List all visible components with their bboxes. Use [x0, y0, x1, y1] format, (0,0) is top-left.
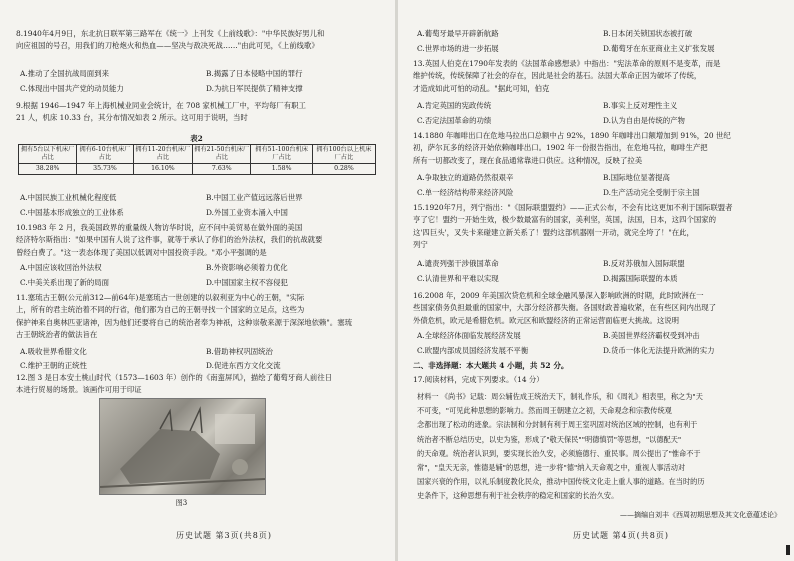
- table-header: 拥有5台以下机床厂占比: [19, 145, 77, 164]
- q15-option-b[interactable]: B.反对苏俄加入国际联盟: [603, 259, 685, 268]
- table-header: 拥有100台以上机床厂占比: [312, 145, 375, 164]
- scan-edge-mark: [786, 545, 790, 555]
- question-11-stem: 11.塞琉古王朝(公元前312—前64年)是塞琉古一世创建的以叙利亚为中心的王朝，"实际 上，所有的君主统治着不同的行省，他们都为自己的王朝寻找一个国家的立足点，这些为 保护神来自奥林匹亚诸神，因为他们还要将自己的统治者奉为神祇，这种崇敬来源于深深地依赖"。塞琉 古王朝统治者的做法旨在: [16, 293, 352, 339]
- table-2: [18, 144, 376, 175]
- q12-option-a[interactable]: A.葡萄牙最早开辟新航路: [417, 29, 499, 38]
- table-header-row: [19, 145, 376, 164]
- q11-option-c[interactable]: C.维护王朝的正统性: [20, 361, 87, 370]
- q12-option-d[interactable]: D.葡萄牙在东亚商业主义扩张发展: [603, 44, 715, 53]
- material-source: ——摘编自刘丰《西周初期思想及其文化意蕴述论》: [620, 511, 781, 519]
- question-17-stem: 17.阅读材料，完成下列要求。（14 分）: [413, 375, 544, 384]
- q15-option-d[interactable]: D.揭露国际联盟的本质: [603, 274, 678, 283]
- q15-option-c[interactable]: C.认清世界和平难以实现: [417, 274, 499, 283]
- q8-option-a[interactable]: A.推动了全国抗战局面到来: [20, 69, 109, 78]
- q11-option-a[interactable]: A.吸收世界希腊文化: [20, 347, 87, 356]
- table-header: 拥有51-100台机床厂占比: [251, 145, 312, 164]
- figure-3-nanban-screen-image: [99, 398, 266, 495]
- question-16-stem: 16.2008 年，2009 年美国次贷危机和全球金融风暴深入影响欧洲的时期，此时欧洲在一 些国家债务负担最重的国家中，大部分经济都失衡。各国财政普遍收紧，在有些区间内出现了 外债危机，欧元是希腊危机。欧元区和欧盟经济的正常运营面临更大挑战。这说明: [413, 291, 717, 325]
- question-9-stem: 9.根据 1946—1947 年上海机械业同业会统计，在 708 家机械工厂中，平均每厂有职工 21 人，机床 10.33 台，其分布情况如表 2 所示。这可用于说明，当时: [16, 101, 306, 123]
- page-left: [4, 0, 389, 561]
- question-13-stem: 13.英国人伯克在1790年发表的《法国革命感想录》中指出："宪法革命的原则不是变革，而是 维护传统，传统保障了社会的存在，因此是社会的基石。法国大革命正因为破坏了传统， 才造成如此可怕的动乱。"据此可知，伯克: [413, 59, 721, 93]
- question-12-stem: 12.图 3 是日本安土桃山时代（1573—1603 年）创作的《南蛮屏风》，描绘了葡萄牙商人前往日 本进行贸易的场景。该画作可用于印证: [16, 373, 333, 395]
- question-8-stem: 8.1940年4月9日，东北抗日联军第三路军在《统一》上刊发《上前线歌》："中华民族好男儿和 向应祖国的号召，用我们的刀枪炮火和热血——坚决与敌决死战……"由此可见，《上前线歌》: [16, 29, 325, 51]
- q8-option-b[interactable]: B.揭露了日本侵略中国的罪行: [206, 69, 303, 78]
- q8-option-d[interactable]: D.为抗日军民提供了精神支撑: [206, 84, 303, 93]
- q16-option-b[interactable]: B.美国世界经济霸权受到冲击: [603, 331, 700, 340]
- q9-option-a[interactable]: A.中国民族工业机械化程度低: [20, 193, 117, 202]
- q13-option-c[interactable]: C.否定法国革命的功绩: [417, 116, 492, 125]
- q16-option-c[interactable]: C.欧盟内部成员国经济发展不平衡: [417, 346, 529, 355]
- q13-option-b[interactable]: B.事实上反对理性主义: [603, 101, 678, 110]
- q11-option-d[interactable]: D.促进东西方文化交流: [206, 361, 281, 370]
- table-cell: 16.10%: [133, 164, 192, 175]
- q9-option-d[interactable]: D.外国工业资本涌入中国: [206, 208, 288, 217]
- q14-option-a[interactable]: A.争取独立的道路仍然很艰辛: [417, 173, 514, 182]
- section-2-title: 二、非选择题：本大题共 4 小题，共 52 分。: [413, 361, 569, 370]
- table-header: 拥有21-50台机床厂占比: [193, 145, 251, 164]
- q14-option-d[interactable]: D.生产活动完全受制于宗主国: [603, 188, 700, 197]
- table-cell: 7.63%: [193, 164, 251, 175]
- question-17-material: 材料一 《尚书》记载：周公辅佐成王统治天下，制礼作乐，和《周礼》相表里，称之为"天 不可变，"可见此种思想的影响力。然而周王朝建立之初，天命观念和宗教传统观 念都出现了松动的迹象。宗法制和分封制有利于周王室巩固对统治区域的控制，也有利于 统治者不断总结历史，以史为鉴，形成了"敬天保民""明德慎罚"等思想，"以德配天" 的天命观。统治者认识到，要实现长治久安，必须施德行、重民事。周公提出了"惟命不于 常"，"皇天无亲，惟德是辅"的思想，进一步将"德"纳入天命观之中，重视人事活动对 国家兴衰的作用，以礼乐制度教化民众，推动中国传统文化走上重人事的道路。在当时的历 史条件下，这种思想有利于社会秩序的稳定和国家的长治久安。: [417, 392, 705, 501]
- q9-option-c[interactable]: C.中国基本形成独立的工业体系: [20, 208, 124, 217]
- q15-option-a[interactable]: A.谴责列强干涉俄国革命: [417, 259, 499, 268]
- page-footer-right: 历史试题 第4页(共8页): [573, 531, 669, 540]
- question-15-stem: 15.1920年7月，列宁指出："《国际联盟盟约》——正式公布，不会有比这更加不利于国际联盟者 亨了它！盟约一开始生效，极少数最富有的国家，美利坚，英国，法国，日本，这四个国家的 这'四巨头'，叉失卡来碰建立新关系了！盟约这部机器刚一开动，就完全垮了！"在此， 列宁: [413, 203, 733, 249]
- q10-option-d[interactable]: D.中国国家主权不容侵犯: [206, 278, 288, 287]
- table-row: [19, 164, 376, 175]
- question-14-stem: 14.1880 年咖啡出口在危地马拉出口总额中占 92%，1890 年咖啡出口额增加到 91%，20 世纪 初，萨尔瓦多的经济开始依赖咖啡出口。1902 年一份报告指出，在危地马拉，咖啡生产把 所有一切都改变了，现在食品通常靠进口供应。这种情况，反映了拉美: [413, 131, 731, 165]
- q14-option-c[interactable]: C.单一经济结构带来经济风险: [417, 188, 514, 197]
- q9-option-b[interactable]: B.中国工业产值远远落后世界: [206, 193, 303, 202]
- q10-option-b[interactable]: B.外资影响必须着力优化: [206, 263, 288, 272]
- q8-option-c[interactable]: C.体现出中国共产党的动员能力: [20, 84, 124, 93]
- page-right: [401, 0, 786, 561]
- table-cell: 38.28%: [19, 164, 77, 175]
- table-2-title: 表2: [190, 134, 203, 143]
- table-cell: 0.28%: [312, 164, 375, 175]
- q13-option-a[interactable]: A.肯定英国的宪政传统: [417, 101, 492, 110]
- page-fold-divider: [395, 0, 398, 561]
- screen-painting-illustration: [100, 399, 265, 494]
- q12-option-b[interactable]: B.日本闭关锁国状态被打破: [603, 29, 693, 38]
- q11-option-b[interactable]: B.借助神权巩固统治: [206, 347, 273, 356]
- q12-option-c[interactable]: C.世界市场的进一步拓展: [417, 44, 499, 53]
- q10-option-a[interactable]: A.中国应该收回治外法权: [20, 263, 102, 272]
- page-footer-left: 历史试题 第3页(共8页): [176, 531, 272, 540]
- table-cell: 35.73%: [77, 164, 133, 175]
- q16-option-a[interactable]: A.全球经济体面临发展经济发展: [417, 331, 521, 340]
- q13-option-d[interactable]: D.认为自由是传统的产物: [603, 116, 685, 125]
- figure-3-caption: 图3: [175, 499, 188, 507]
- table-cell: 1.58%: [251, 164, 312, 175]
- table-header: 拥有11-20台机床厂占比: [133, 145, 192, 164]
- table-header: 拥有6-10台机床厂占比: [77, 145, 133, 164]
- q14-option-b[interactable]: B.国际地位显著提高: [603, 173, 670, 182]
- q10-option-c[interactable]: C.中美关系出现了新的局面: [20, 278, 110, 287]
- question-10-stem: 10.1983 年 2 月，我美国政界的重量级人物访华时说，应不问中美贸易在做外面的美国 经济特尔斯指出："如果中国有人说了这件事，就等于承认了你们的治外法权，我们的抗战就要 曾经白费了。"这一表态体现了美国以低调对中国投资手段。"邓小平强调的是: [16, 223, 323, 257]
- q16-option-d[interactable]: D.货币一体化无法提升欧洲的实力: [603, 346, 715, 355]
